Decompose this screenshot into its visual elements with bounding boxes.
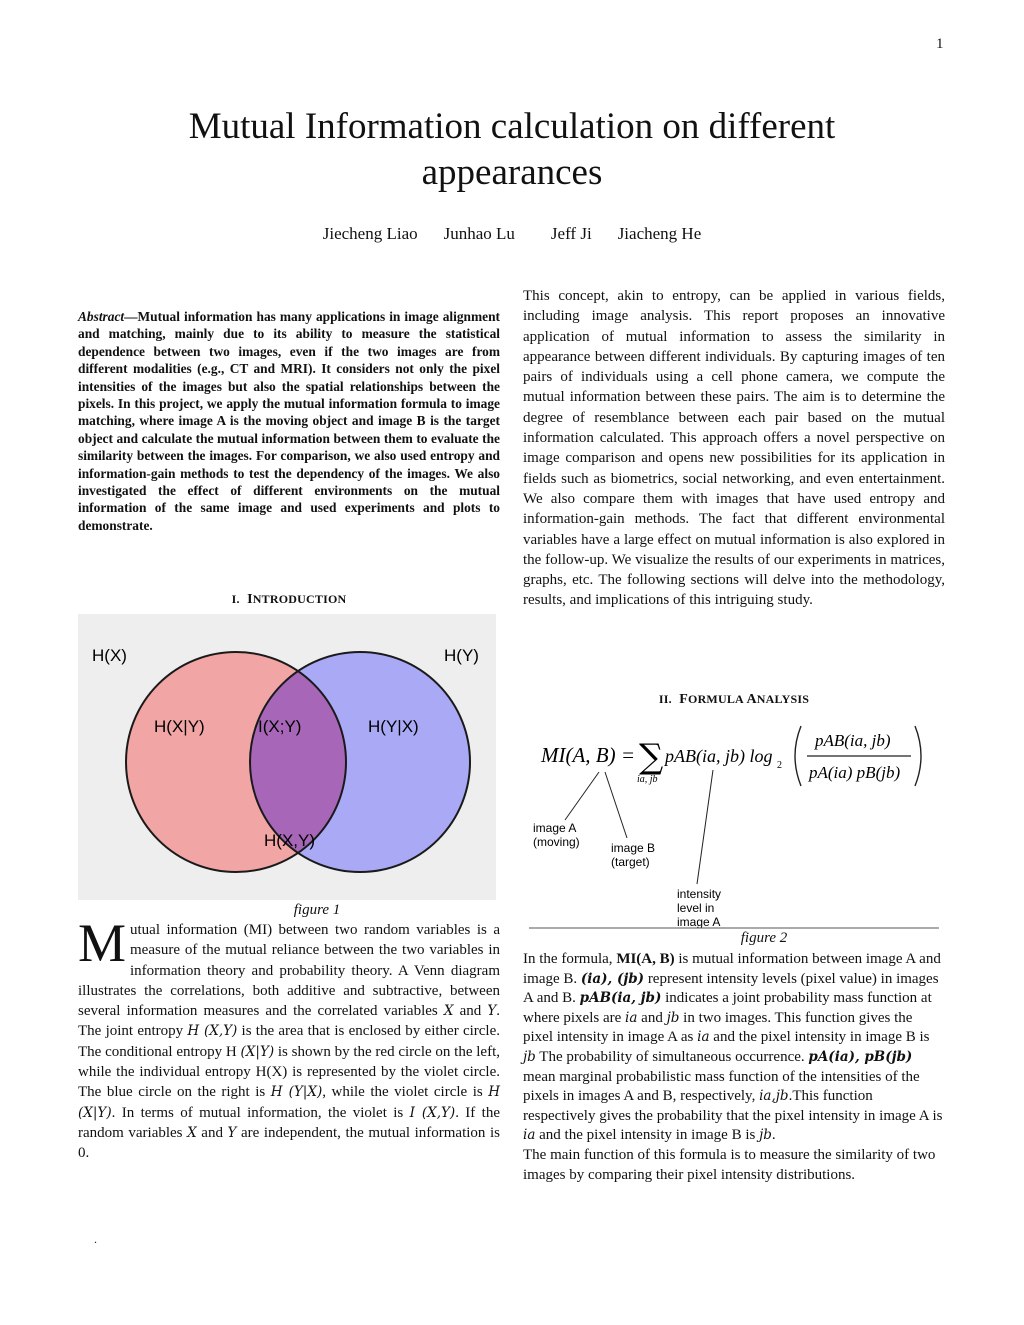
- annotation-image-b: image B: [611, 841, 656, 855]
- venn-label-hx: H(X): [92, 646, 127, 665]
- formula-figure: [523, 720, 945, 930]
- author-list: [0, 224, 1024, 244]
- author-name: Junhao Lu: [443, 224, 515, 243]
- abstract-lead: Abstract: [78, 309, 125, 324]
- pointer-line-intensity: [697, 770, 713, 884]
- annotation-image-b-role: (target): [611, 855, 650, 869]
- annotation-image-a: image A: [533, 821, 577, 835]
- abstract-dash: —: [124, 309, 138, 324]
- formula-numerator: pAB(ia, jb): [815, 731, 891, 750]
- stray-mark: .: [94, 1232, 97, 1246]
- abstract: [78, 308, 500, 534]
- formula-diagram: [523, 720, 945, 930]
- annotation-intensity-3: image A: [677, 915, 721, 929]
- formula-log-base: 2: [777, 760, 782, 771]
- venn-label-hxy: H(X,Y): [264, 831, 315, 850]
- venn-label-hy-given-x: H(Y|X): [368, 717, 419, 736]
- annotation-intensity-1: intensity: [677, 887, 722, 901]
- drop-cap: M: [78, 913, 127, 973]
- formula-sum-symbol: ∑: [639, 737, 664, 777]
- venn-label-hx-given-y: H(X|Y): [154, 717, 205, 736]
- left-paren: [795, 726, 801, 786]
- figure-2-caption: figure 2: [740, 930, 788, 946]
- section-heading-introduction: I. INTRODUCTION: [231, 592, 347, 607]
- author-name: Jiacheng He: [617, 224, 702, 243]
- right-paren: [915, 726, 921, 786]
- author-name: Jeff Ji: [550, 224, 592, 243]
- venn-label-hy: H(Y): [444, 646, 479, 665]
- formula-sum-subscript: ia, jb: [637, 774, 658, 785]
- pointer-line-b: [605, 772, 627, 838]
- right-column-paragraph: This concept, akin to entropy, can be applied in various fields, including image analysis. This report proposes an innovative application of mutual information to assess the similarity in appearance between different individuals. By capturing images of ten pairs of individuals using a cell phone camera, we compute the mutual information between these pairs. The aim is to determine the degree of resemblance between each pair based on the mutual information calculated. This approach offers a novel perspective on image comparison and opens new possibilities for its application in fields such as biometrics, social networking, and even entertainment. We also compare them with images that have used entropy and information-gain methods. The fact that different environmental variables have a large effect on mutual information is also explored in the follow-up. We visualize the results of our experiments in matrices, graphs, etc. The following sections will delve into the methodology, results, and implications of this intriguing study.: [523, 288, 945, 609]
- formula-lhs: MI(A, B) =: [541, 743, 636, 767]
- paper-title: Mutual Information calculation on different appearances: [188, 106, 836, 193]
- introduction-paragraph: Mutual information (MI) between two random variables is a measure of the mutual reliance between the two variables in information theory and probability theory. A Venn diagram illustrates the correlations, both additive and subtractive, between several information measures and the correlated variables X and Y. The joint entropy H (X,Y) is the area that is enclosed by either circle. The conditional entropy H (X|Y) is shown by the red circle on the left, while the individual entropy H(X) is represented by the violet circle. The blue circle on the right is H (Y|X), while the violet circle is H (X|Y). In terms of mutual information, the violet is I (X,Y). If the random variables X and Y are independent, the mutual information is 0.: [78, 913, 501, 1162]
- formula-term: pAB(ia, jb) log: [665, 746, 773, 766]
- author-name: Jiecheng Liao: [322, 224, 418, 243]
- venn-diagram-figure: [78, 614, 496, 900]
- formula-summary: The main function of this formula is to measure the similarity of two images by comparing their pixel intensity distributions.: [523, 1146, 936, 1183]
- venn-label-ixy: I(X;Y): [258, 717, 302, 736]
- section-heading-formula-analysis: II. FORMULA ANALYSIS: [658, 692, 810, 707]
- pointer-line-a: [565, 772, 599, 820]
- annotation-intensity-2: level in: [677, 901, 715, 915]
- page-number: 1: [936, 36, 944, 52]
- annotation-image-a-role: (moving): [533, 835, 580, 849]
- formula-denominator: pA(ia) pB(jb): [809, 763, 901, 782]
- venn-diagram: [78, 614, 496, 900]
- abstract-text: Mutual information has many applications in image alignment and matching, mainly due to its ability to measure the statistical dependence between two images, even if the two images are from different modalities (e.g., CT and MRI). It considers not only the pixel intensities of the images but also the spatial relationships between the pixels. In this project, we apply the mutual information formula to image matching, where image A is the moving object and image B is the target object and calculate the mutual information between them to evaluate the similarity between the images. For comparison, we also used entropy and information-gain methods to test the dependency of the images. We also investigated the effect of different environments on the mutual information of the same image and used experiments and plots to demonstrate.: [78, 309, 500, 533]
- formula-explanation: In the formula, MI(A, B) is mutual information between image A and image B. (ia), (jb) represent intensity levels (pixel value) in images A and B. pAB(ia, jb) indicates a joint probability mass function at where pixels are ia and jb in two images. This function gives the pixel intensity in image A as ia and the pixel intensity in image B is jb The probability of simultaneous occurrence. pA(ia), pB(jb) mean marginal probabilistic mass function of the intensities of the pixels in images A and B, respectively, ia,jb.This function respectively gives the probability that the pixel intensity in image A is ia and the pixel intensity in image B is jb. The main function of this formula is to measure the similarity of two images by comparing their pixel intensity distributions.: [523, 951, 943, 1183]
- figure-1-caption: figure 1: [293, 902, 341, 918]
